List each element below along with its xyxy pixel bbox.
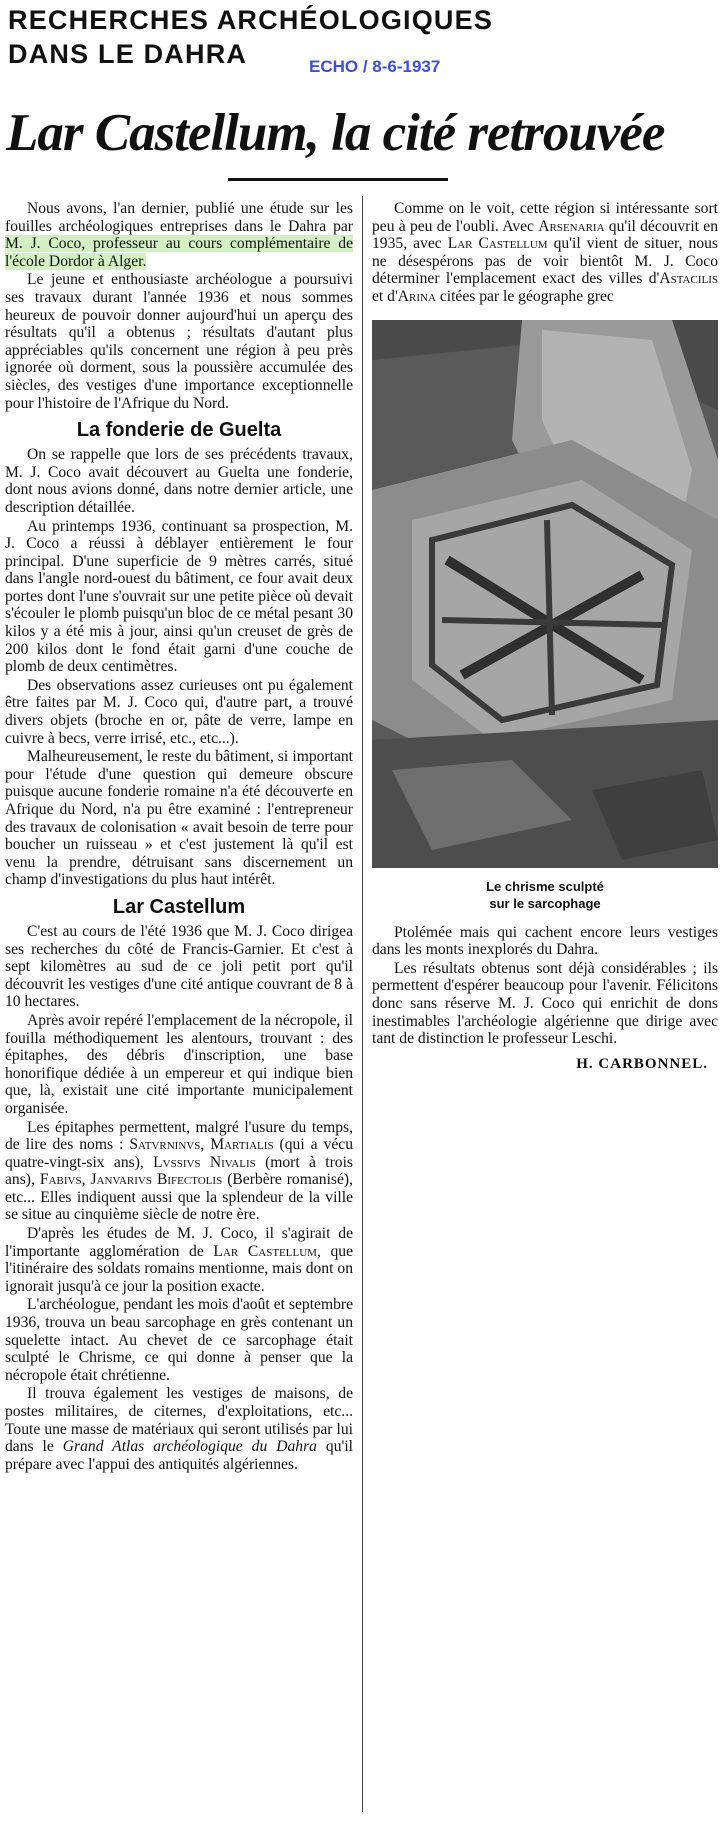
text: D'après les études de M. J. Coco, il s'agirait de l'importante agglomération de: [5, 1225, 353, 1260]
section-heading-fonderie: La fonderie de Guelta: [76, 419, 282, 442]
paragraph: Ptolémée mais qui cachent encore leurs vestiges dans les monts inexplorés du Dahra.: [372, 923, 718, 959]
text: ,: [81, 1171, 91, 1189]
text: Il trouva également les vestiges de maisons, de postes militaires, de citernes, d'exploitations, etc... Toute une masse de matériaux qui seront utilisés par lui dans le: [5, 1385, 353, 1456]
text: ,: [200, 1136, 211, 1154]
left-column: [5, 200, 353, 1473]
intro-paragraph: [5, 200, 353, 270]
text: Les épitaphes permettent, malgré l'usure du temps, de lire des noms :: [5, 1118, 353, 1154]
roman-name: Fabivs: [39, 1171, 82, 1189]
source-label: ECHO / 8-6-1937: [309, 57, 441, 76]
city-name: Arina: [397, 287, 436, 305]
city-name: Astacilis: [659, 270, 718, 288]
column-divider: [362, 196, 363, 1812]
text: citées par le géographe grec: [435, 287, 614, 305]
author-signature: H. CARBONNEL.: [576, 1055, 708, 1072]
chrisme-photo: [372, 320, 718, 868]
right-column: [372, 200, 718, 1073]
city-name: Lar Castellum: [447, 235, 548, 253]
atlas-title: Grand Atlas archéologique du Dahra: [62, 1438, 317, 1456]
text: qu'il découvrit en 1935, avec: [372, 217, 718, 253]
headline-rule: [228, 178, 448, 181]
caption-line-1: Le chrisme sculpté: [486, 878, 604, 894]
roman-name: Martialis: [210, 1136, 274, 1154]
paragraph: Après avoir repéré l'emplacement de la nécropole, il fouilla méthodiquement les alentours, trouvant : des épitaphes, des débris d'inscription, une base honorifique dédiée à un empereur et qui indique bien que, là, existait une cité importante municipalement organisée.: [5, 1011, 353, 1117]
paragraph: Des observations assez curieuses ont pu également être faites par M. J. Coco qui, d'autre part, a trouvé divers objets (broche en or, pâte de verre, lampe en cuivre à becs, verre irrisé, etc., etc...).: [5, 676, 353, 747]
text: Comme on le voit, cette région si intéressante sort peu à peu de l'oubli. Avec: [372, 200, 718, 235]
section-heading-lar-castellum: Lar Castellum: [112, 895, 246, 918]
text: qu'il vient de situer, nous ne désespérons pas de voir bientôt M. J. Coco déterminer l'emplacement exact des villes d': [372, 235, 718, 288]
photo-caption: [372, 878, 718, 912]
text: et d': [372, 287, 398, 305]
paragraph: On se rappelle que lors de ses précédents travaux, M. J. Coco avait découvert au Guelta une fonderie, dont nous avions donné, dans notre dernier article, une description détaillée.: [5, 446, 353, 516]
intro-text: Nous avons, l'an dernier, publié une étude sur les fouilles archéologiques entreprises dans le Dahra par: [5, 200, 353, 235]
text: qu'il prépare avec l'appui des antiquités algériennes.: [5, 1438, 354, 1473]
city-name: Lar Castellum: [213, 1242, 317, 1260]
kicker-line-1: RECHERCHES ARCHÉOLOGIQUES: [8, 5, 494, 35]
text: (Berbère romanisé), etc... Elles indiquent aussi que la splendeur de la ville se situe au cinquième siècle de notre ère.: [5, 1171, 353, 1224]
sarcophagus-carving-image: [372, 320, 718, 868]
paragraph: Les résultats obtenus sont déjà considérables ; ils permettent d'espérer beaucoup pour l'avenir. Félicitons donc sans réserve M. J. Coco qui enrichit de dons inestimables l'archéologie algérienne que dirige avec tant de distinction le professeur Leschi.: [372, 959, 718, 1048]
highlighted-text: M. J. Coco, professeur au cours complémentaire de l'école Dordor à Alger.: [5, 235, 353, 270]
paragraph: [5, 1385, 353, 1473]
caption-line-2: sur le sarcophage: [489, 895, 601, 911]
roman-name: Janvarivs Bifectolis: [90, 1171, 223, 1189]
headline: Lar Castellum, la cité retrouvée: [6, 104, 665, 162]
city-name: Arsenaria: [538, 217, 605, 235]
paragraph: [5, 1225, 353, 1295]
paragraph: [372, 200, 718, 306]
roman-name: Satvrninvs: [129, 1136, 201, 1154]
text: (mort à trois ans),: [5, 1153, 353, 1189]
paragraph: L'archéologue, pendant les mois d'août et septembre 1936, trouva un beau sarcophage en grès contenant un squelette intact. Au chevet de ce sarcophage était sculpté le Chrisme, ce qui donne à penser que la nécropole était chrétienne.: [5, 1296, 353, 1384]
roman-name: Lvssivs Nivalis: [153, 1153, 256, 1171]
paragraph: C'est au cours de l'été 1936 que M. J. Coco dirigea ses recherches du côté de Francis-Garnier. Et c'est à sept kilomètres au sud de ce joli petit port qu'il découvrit les vestiges d'une cité antique couvrant de 8 à 10 hectares.: [5, 922, 353, 1011]
kicker-line-2: DANS LE DAHRA: [8, 39, 248, 69]
text: (qui a vécu quatre-vingt-six ans),: [5, 1136, 354, 1171]
paragraph: Le jeune et enthousiaste archéologue a poursuivi ses travaux durant l'année 1936 et nous sommes heureux de pouvoir donner aujourd'hui un aperçu des résultats qu'il a obtenus ; résultats d'autant plus appréciables qu'ils concernent une région à peu près ignorée où dorment, sous la poussière accumulée des siècles, des vestiges d'une importance exceptionnelle pour l'histoire de l'Afrique du Nord.: [5, 271, 353, 412]
paragraph: Au printemps 1936, continuant sa prospection, M. J. Coco a réussi à déblayer entièrement le four principal. D'une superficie de 9 mètres carrés, situé dans l'angle nord-ouest du bâtiment, ce four avait deux portes dont l'une s'ouvrait sur une petite pièce où devait s'écouler le plomb puisqu'un bloc de ce métal pesant 30 kilos y a été mis à jour, ainsi qu'un creuset de grès de 200 kilos dont le fond était garni d'une couche de plomb de deux centimètres.: [5, 517, 353, 676]
paragraph: Malheureusement, le reste du bâtiment, si important pour l'étude d'une question qui demeure obscure puisque aucune fonderie romaine n'a été découverte en Afrique du Nord, n'a pu être examiné : l'entrepreneur des travaux de colonisation « avait besoin de terre pour boucher un ruisseau » et c'est justement là qu'il est venu la prendre, détruisant sans discernement un champ d'investigations du plus haut intérêt.: [5, 748, 353, 889]
text: , que l'itinéraire des soldats romains mentionne, mais dont on ignorait jusqu'à ce jour la position exacte.: [5, 1242, 353, 1295]
names-paragraph: [5, 1119, 353, 1225]
